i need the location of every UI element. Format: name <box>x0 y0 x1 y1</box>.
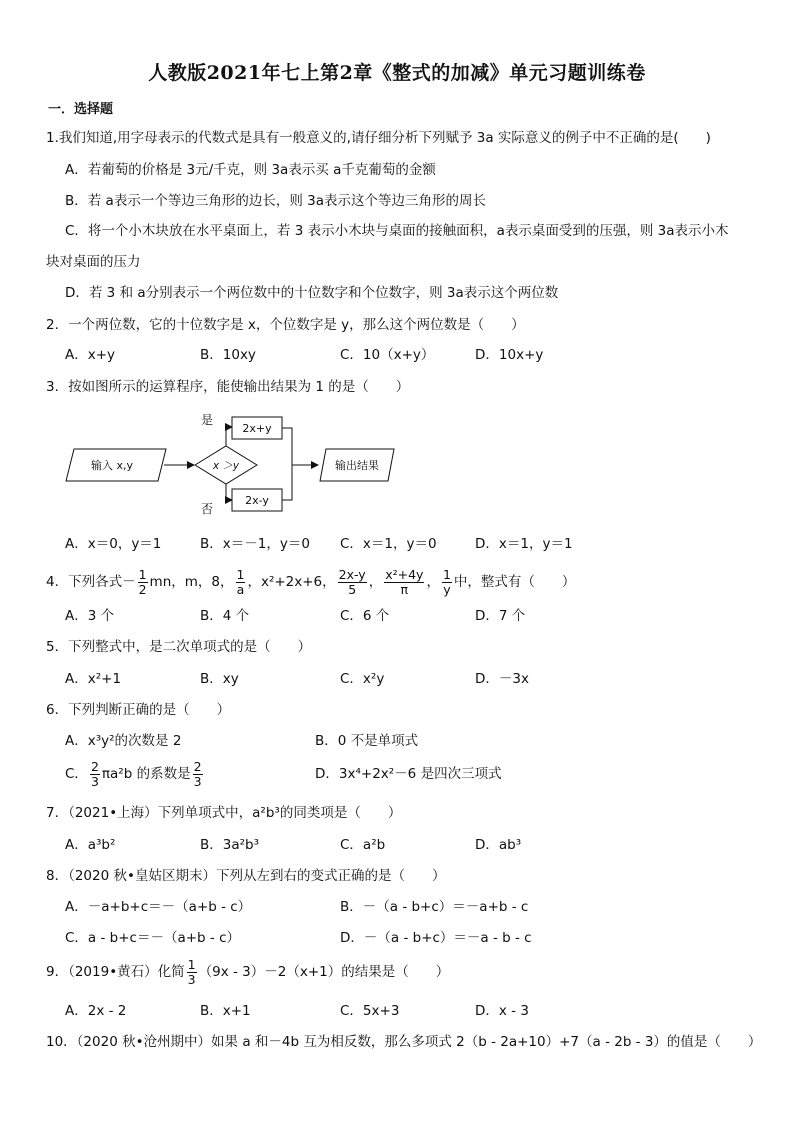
question-7-stem: 7．（2021•上海）下列单项式中，a²b³的同类项是（ ） <box>46 805 402 821</box>
q4-fraction-3 <box>338 568 367 597</box>
q4-fraction-5 <box>442 568 452 597</box>
q2-option-d: D．10x+y <box>475 347 544 363</box>
q4-lead: 4．下列各式－ <box>46 574 136 590</box>
q1-option-b: B．若 a表示一个等边三角形的边长，则 3a表示这个等边三角形的周长 <box>65 193 486 209</box>
flow-yes-label: 是 <box>201 413 214 427</box>
q1-option-d: D．若 3 和 a分别表示一个两位数中的十位数字和个位数字，则 3a表示这个两位数 <box>65 285 559 301</box>
q6-c-fraction-2 <box>193 760 203 789</box>
q6-c-fraction-1 <box>90 760 100 789</box>
q3-option-b: B．x＝－1，y＝0 <box>200 536 310 552</box>
q8-option-b: B．－（a - b+c）＝－a+b - c <box>340 899 529 915</box>
q6-c-f2-den: 3 <box>193 773 202 789</box>
q5-option-d: D．－3x <box>475 671 529 687</box>
flow-no-label: 否 <box>201 502 214 516</box>
question-8-stem: 8．（2020 秋•皇姑区期末）下列从左到右的变式正确的是（ ） <box>46 868 446 884</box>
q9-option-c: C．5x+3 <box>340 1003 400 1019</box>
question-2-stem: 2．一个两位数，它的十位数字是 x，个位数字是 y，那么这个两位数是（ ） <box>46 317 525 333</box>
q4-f1-num: 1 <box>138 566 147 582</box>
q9-lead: 9．（2019•黄石）化简 <box>46 964 185 980</box>
q4-option-b: B．4 个 <box>200 608 250 624</box>
q6-c-mid: πa²b 的系数是 <box>101 766 191 782</box>
flow-bottom-expr: 2x-y <box>245 494 269 507</box>
question-9-stem <box>46 954 449 990</box>
q4-f2-num: 1 <box>236 566 245 582</box>
q2-option-c: C．10（x+y） <box>340 347 435 363</box>
q9-option-d: D．x - 3 <box>475 1003 529 1019</box>
q1-option-c: C．将一个小木块放在水平桌面上，若 3 表示小木块与桌面的接触面积，a表示桌面受到的压强，则 3a表示小木 <box>65 223 729 239</box>
question-3-stem: 3．按如图所示的运算程序，能使输出结果为 1 的是（ ） <box>46 379 410 395</box>
q8-option-d: D．－（a - b+c）＝－a - b - c <box>340 930 532 946</box>
q6-option-d: D．3x⁴+2x²－6 是四次三项式 <box>315 766 502 782</box>
q2-option-a: A．x+y <box>65 347 116 363</box>
q7-option-a: A．a³b² <box>65 837 116 853</box>
q6-c-f1-den: 3 <box>90 773 99 789</box>
q3-option-d: D．x＝1，y＝1 <box>475 536 573 552</box>
question-6-stem: 6．下列判断正确的是（ ） <box>46 702 231 718</box>
flow-decision-label: x ＞y <box>212 460 240 472</box>
q9-f-num: 1 <box>187 956 196 972</box>
question-4-stem <box>46 562 575 602</box>
q4-part-1: mn，m，8， <box>149 574 234 590</box>
q9-tail: （9x - 3）－2（x+1）的结果是（ ） <box>198 964 450 980</box>
q7-option-c: C．a²b <box>340 837 386 853</box>
q1-option-c-cont: 块对桌面的压力 <box>46 254 141 270</box>
q4-f2-den: a <box>236 581 245 597</box>
q4-part-3: ， <box>368 574 383 590</box>
q3-flowchart <box>60 405 420 523</box>
q4-fraction-1 <box>138 568 148 597</box>
flow-output-label: 输出结果 <box>335 459 379 472</box>
q4-f1-den: 2 <box>138 581 147 597</box>
q4-f5-den: y <box>443 581 451 597</box>
q6-c-f2-num: 2 <box>193 758 202 774</box>
question-10-stem: 10．（2020 秋•沧州期中）如果 a 和－4b 互为相反数，那么多项式 2（b - 2a+10）+7（a - 2b - 3）的值是（ ） <box>46 1034 762 1050</box>
q6-option-b: B．0 不是单项式 <box>315 733 419 749</box>
q8-option-c: C．a - b+c＝－（a+b - c） <box>65 930 240 946</box>
q4-option-d: D．7 个 <box>475 608 526 624</box>
q4-fraction-2 <box>236 568 246 597</box>
q4-option-c: C．6 个 <box>340 608 390 624</box>
q4-f3-num: 2x-y <box>338 566 366 582</box>
q3-option-c: C．x＝1，y＝0 <box>340 536 437 552</box>
q9-option-b: B．x+1 <box>200 1003 251 1019</box>
q4-f5-num: 1 <box>442 566 451 582</box>
q9-option-a: A．2x - 2 <box>65 1003 127 1019</box>
q4-f4-num: x²+4y <box>385 566 424 582</box>
q4-part-2: ，x²+2x+6， <box>247 574 336 590</box>
q8-option-a: A．－a+b+c＝－（a+b - c） <box>65 899 252 915</box>
q3-option-a: A．x＝0，y＝1 <box>65 536 162 552</box>
question-5-stem: 5．下列整式中，是二次单项式的是（ ） <box>46 639 312 655</box>
q1-option-a: A．若葡萄的价格是 3元/千克，则 3a表示买 a千克葡萄的金额 <box>65 162 436 178</box>
q5-option-b: B．xy <box>200 671 239 687</box>
q6-option-a: A．x³y²的次数是 2 <box>65 733 182 749</box>
q4-part-4: ， <box>426 574 440 590</box>
q7-option-b: B．3a²b³ <box>200 837 260 853</box>
q4-option-a: A．3 个 <box>65 608 115 624</box>
q4-f3-den: 5 <box>348 581 357 597</box>
q9-f-den: 3 <box>187 971 196 987</box>
q6-option-c <box>65 756 205 792</box>
section-heading: 一．选择题 <box>48 102 114 117</box>
flow-top-expr: 2x+y <box>242 422 272 435</box>
q6-c-f1-num: 2 <box>90 758 99 774</box>
page-title: 人教版2021年七上第2章《整式的加减》单元习题训练卷 <box>148 62 646 84</box>
q4-tail: 中，整式有（ ） <box>453 574 576 590</box>
question-1-stem: 1.我们知道,用字母表示的代数式是具有一般意义的,请仔细分析下列赋予 3a 实际意义的例子中不正确的是( ) <box>46 130 711 146</box>
q6-c-lead: C． <box>65 766 88 782</box>
flow-input-label: 输入 x,y <box>90 459 134 472</box>
q9-fraction <box>187 958 197 987</box>
q5-option-c: C．x²y <box>340 671 385 687</box>
q4-f4-den: π <box>400 581 409 597</box>
q5-option-a: A．x²+1 <box>65 671 122 687</box>
q7-option-d: D．ab³ <box>475 837 522 853</box>
q4-fraction-4 <box>384 568 424 597</box>
q2-option-b: B．10xy <box>200 347 256 363</box>
